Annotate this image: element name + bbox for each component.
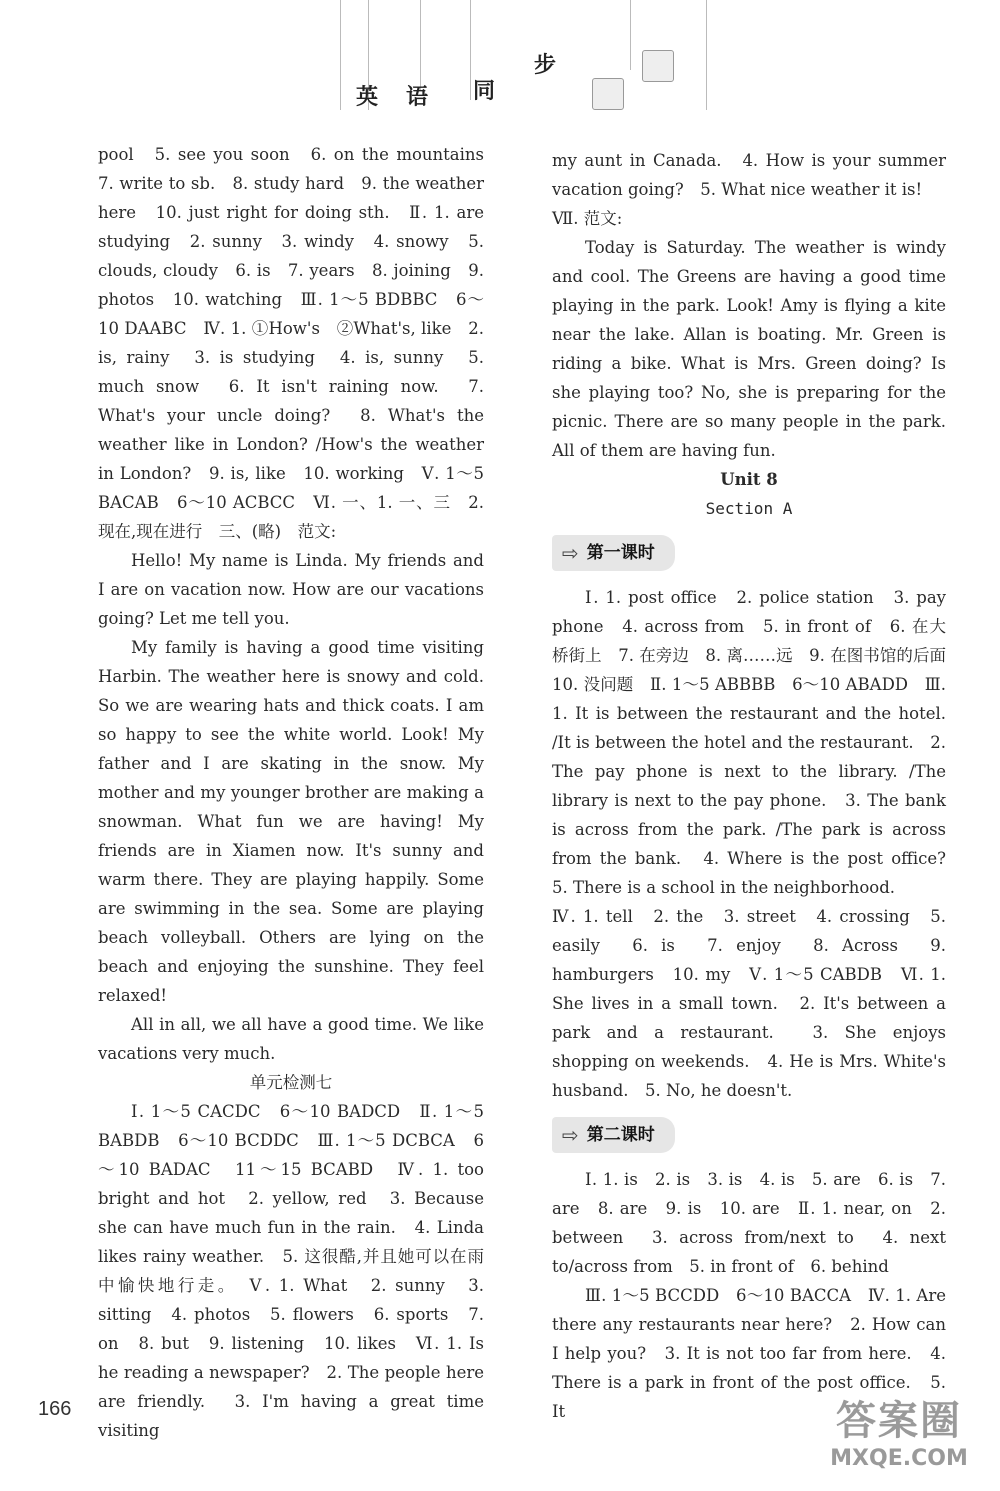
header-char: 英 bbox=[356, 85, 379, 110]
lesson-label: 第二课时 bbox=[586, 1124, 655, 1145]
answer-paragraph: pool 5. see you soon 6. on the mountains 7. write to sb. 8. study hard 9. the weather here 10. just right for doing sth. Ⅱ. 1. are studying 2. sunny 3. windy 4. snowy 5. clouds, cloudy 6. is 7. years 8. joining 9. photos 10. watching Ⅲ. 1～5 BDBBC 6～10 DAABC Ⅳ. 1. ①How's ②What's, like 2. is, rainy 3. is studying 4. is, sunny 5. much snow 6. It isn't raining now. 7. What's your uncle doing? 8. What's the weather like in London? /How's the weather in London? 9. is, like 10. working Ⅴ. 1～5 BACAB 6～10 ACBCC Ⅵ. 一、1. 一、三 2. 现在,现在进行 三、(略) 范文: bbox=[98, 145, 501, 541]
header-char: 同 bbox=[473, 79, 496, 104]
answer-paragraph: Ⅲ. 1～5 BCCDD 6～10 BACCA Ⅳ. 1. Are there any restaurants near here? 2. How can I help you? 3. It is not too far from here. 4. There is a park in front of the post office. 5. It bbox=[552, 1286, 946, 1421]
watermark-logo bbox=[814, 1389, 984, 1485]
answer-paragraph: my aunt in Canada. 4. How is your summer vacation going? 5. What nice weather it is! bbox=[552, 151, 946, 199]
answer-paragraph: Ⅳ. 1. tell 2. the 3. street 4. crossing 5. easily 6. is 7. enjoy 8. Across 9. hamburgers 10. my Ⅴ. 1～5 CABDB Ⅵ. 1. She lives in a small town. 2. It's between a park and a restaurant. 3. She enjoys shopping on weekends. 4. He is Mrs. White's husband. 5. No, he doesn't. bbox=[552, 907, 946, 1100]
lesson-banner bbox=[552, 535, 675, 571]
answer-paragraph: Ⅰ. 1. is 2. is 3. is 4. is 5. are 6. is 7. are 8. are 9. is 10. are Ⅱ. 1. near, on 2. between 3. across from/next to 4. next to/across from 5. in front of 6. behind bbox=[552, 1170, 946, 1276]
unit-test-title: 单元检测七 bbox=[249, 1073, 333, 1092]
header-char: 语 bbox=[406, 85, 429, 110]
header-rule bbox=[630, 0, 631, 70]
header-rule bbox=[420, 0, 421, 90]
left-column bbox=[98, 140, 501, 1445]
watermark-url: MXQE.COM bbox=[830, 1446, 968, 1471]
header-rule bbox=[706, 0, 707, 110]
unit-title: Unit 8 bbox=[720, 470, 778, 489]
right-column bbox=[552, 146, 963, 1426]
page-number: 166 bbox=[38, 1398, 72, 1420]
watermark-text: 答案圈 bbox=[836, 1398, 962, 1444]
model-essay-label: Ⅶ. 范文: bbox=[552, 209, 623, 228]
header-rule bbox=[470, 0, 471, 100]
arrow-icon: ⇨ bbox=[562, 1122, 579, 1147]
page-header bbox=[330, 0, 710, 120]
section-title: Section A bbox=[705, 499, 793, 518]
header-decor-box bbox=[592, 78, 624, 110]
header-char: 步 bbox=[534, 53, 557, 78]
arrow-icon: ⇨ bbox=[562, 540, 579, 565]
lesson-label: 第一课时 bbox=[586, 542, 655, 563]
model-essay-paragraph: Hello! My name is Linda. My friends and I are on vacation now. How are our vacations going? Let me tell you. bbox=[98, 551, 484, 628]
answer-paragraph: Ⅰ. 1～5 CACDC 6～10 BADCD Ⅱ. 1～5 BABDB 6～10 BCDDC Ⅲ. 1～5 DCBCA 6～10 BADAC 11～15 BCABD Ⅳ. 1. too bright and hot 2. yellow, red 3. Because she can have much fun in the rain. 4. Linda likes rainy weather. 5. 这很酷,并且她可以在雨中愉快地行走。 Ⅴ. 1. What 2. sunny 3. sitting 4. photos 5. flowers 6. sports 7. on 8. but 9. listening 10. likes Ⅵ. 1. Is he reading a newspaper? 2. The people here are friendly. 3. I'm having a great time visiting bbox=[98, 1102, 484, 1440]
lesson-banner bbox=[552, 1117, 675, 1153]
header-rule bbox=[340, 0, 341, 110]
header-decor-box bbox=[642, 50, 674, 82]
model-essay-paragraph: All in all, we all have a good time. We like vacations very much. bbox=[98, 1015, 484, 1063]
answer-paragraph: Ⅰ. 1. post office 2. police station 3. pay phone 4. across from 5. in front of 6. 在大桥街上 7. 在旁边 8. 离……远 9. 在图书馆的后面 10. 没问题 Ⅱ. 1～5 ABBBB 6～10 ABADD Ⅲ. 1. It is between the restaurant and the hotel. /It is between the hotel and the restaurant. 2. The pay phone is next to the library. /The library is next to the pay phone. 3. The bank is across from the park. /The park is across from the bank. 4. Where is the post office? 5. There is a school in the neighborhood. bbox=[552, 588, 963, 897]
model-essay-paragraph: Today is Saturday. The weather is windy and cool. The Greens are having a good time playing in the park. Look! Amy is flying a kite near the lake. Allan is boating. Mr. Green is riding a bike. What is Mrs. Green doing? Is she playing too? No, she is preparing for the picnic. There are so many people in the park. All of them are having fun. bbox=[552, 238, 946, 460]
model-essay-paragraph: My family is having a good time visiting Harbin. The weather here is snowy and cold. So we are wearing hats and thick coats. I am so happy to see the white world. Look! My father and I are skating in the snow. My mother and my younger brother are making a snowman. What fun we are having! My friends are in Xiamen now. It's sunny and warm there. They are playing happily. Some are swimming in the sea. Some are playing beach volleyball. Others are lying on the beach and enjoying the sunshine. They feel relaxed! bbox=[98, 638, 484, 1005]
